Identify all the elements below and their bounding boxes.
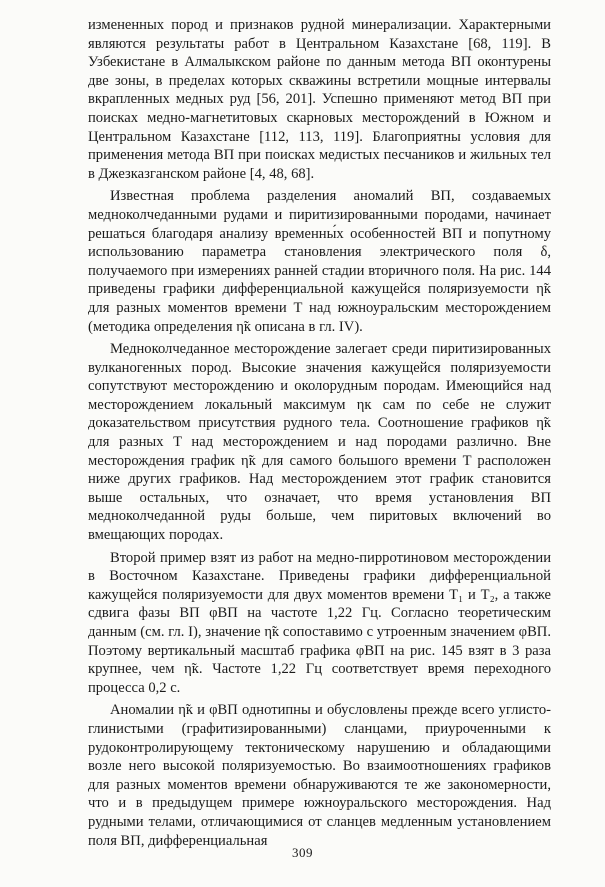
page-number: 309: [292, 845, 313, 860]
body-text: [88, 16, 551, 854]
paragraph-1: измененных пород и признаков рудной минерализации. Характерными являются результаты работ в Центральном Казахстане [68, 119]. В Узбекистане в Алмалыкском районе по данным метода ВП оконтурены две зоны, в пределах которых скважины встретили мощные интервалы вкрапленных медных руд [56, 201]. Успешно применяют метод ВП при поисках медно-магнетитовых скарновых месторождений в Южном и Центральном Казахстане [112, 113, 119]. Благоприятны условия для применения метода ВП при поисках медистых песчаников и жильных тел в Джезказганском районе [4, 48, 68].: [88, 17, 551, 182]
paragraph-2: Известная проблема разделения аномалий ВП, создаваемых медноколчеданными рудами и пиритизированными породами, начинает решаться благодаря анализу временны́х особенностей ВП и попутному использованию параметра становления электрического поля δ, получаемого при измерениях ранней стадии вторичного поля. На рис. 144 приведены графики дифференциальной кажущейся поляризуемости η̃к для разных моментов времени T над южноуральским месторождением (методика определения η̃к описана в гл. IV).: [88, 188, 551, 335]
paragraph-5: Аномалии η̃к и φВП однотипны и обусловлены прежде всего углисто-глинистыми (графитизированными) сланцами, приуроченными к рудоконтролирующему тектоническому нарушению и обладающими возле него высокой поляризуемостью. Во взаимоотношениях графиков для разных моментов времени обнаруживаются те же закономерности, что и в предыдущем примере южноуральского месторождения. Над рудными телами, отличающимися от сланцев медленным установлением поля ВП, дифференциальная: [88, 702, 551, 849]
paragraph-3: Медноколчеданное месторождение залегает среди пиритизированных вулканогенных пород. Высокие значения кажущейся поляризуемости сопутствуют месторождению и околорудным породам. Имеющийся над месторождением локальный максимум ηк сам по себе не служит доказательством присутствия рудного тела. Соотношение графиков η̃к для разных T над месторождением и над породами различно. Вне месторождения график η̃к для самого большого времени T расположен ниже других графиков. Над месторождением этот график становится выше остальных, что означает, что время установления ВП медноколчеданной руды больше, чем пиритовых включений во вмещающих породах.: [88, 341, 551, 544]
paragraph-4: Второй пример взят из работ на медно-пирротиновом месторождении в Восточном Казахстане. Приведены графики дифференциальной кажущейся поляризуемости для двух моментов времени T₁ и T₂, а также сдвига фазы ВП φВП на частоте 1,22 Гц. Согласно теоретическим данным (см. гл. I), значение η̃к сопоставимо с утроенным значением φВП. Поэтому вертикальный масштаб графика φВП на рис. 145 взят в 3 раза крупнее, чем η̃к. Частоте 1,22 Гц соответствует время переходного процесса 0,2 с.: [88, 549, 551, 696]
